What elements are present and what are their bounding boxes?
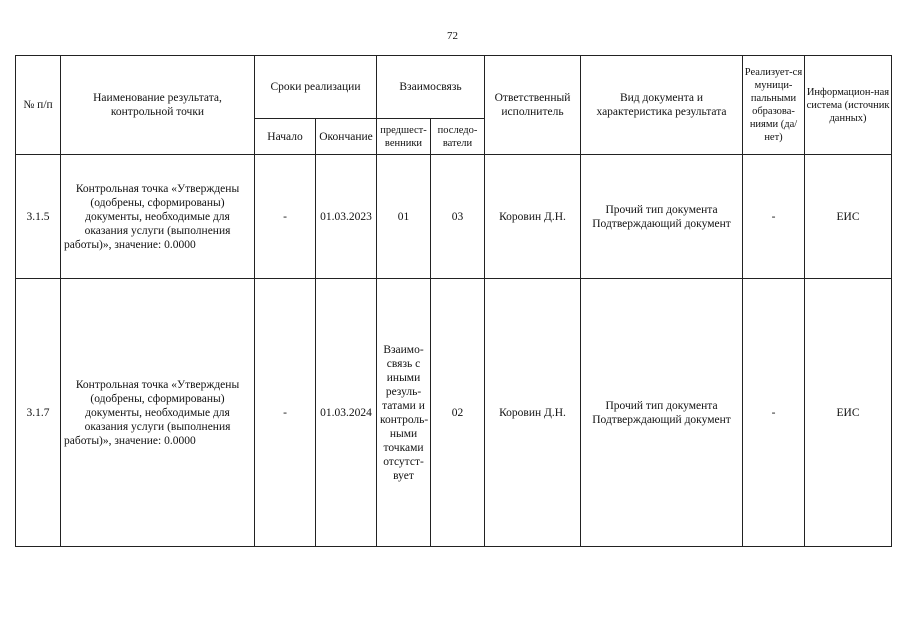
cell-end: 01.03.2024 bbox=[316, 279, 377, 547]
cell-predecessors: 01 bbox=[377, 155, 431, 279]
cell-info-system: ЕИС bbox=[805, 155, 892, 279]
cell-info-system: ЕИС bbox=[805, 279, 892, 547]
page-number: 72 bbox=[447, 30, 458, 42]
cell-municipal: - bbox=[743, 155, 805, 279]
cell-doc-type: Прочий тип документа Подтверждающий документ bbox=[581, 155, 743, 279]
header-successors: последо-ватели bbox=[431, 119, 485, 155]
cell-num: 3.1.5 bbox=[16, 155, 61, 279]
cell-name: Контрольная точка «Утверждены (одобрены, сформированы) документы, необходимые для оказания услуги (выполнения работы)», значение: 0.0000 bbox=[61, 279, 255, 547]
header-relation: Взаимосвязь bbox=[377, 56, 485, 119]
cell-successors: 02 bbox=[431, 279, 485, 547]
cell-responsible: Коровин Д.Н. bbox=[485, 279, 581, 547]
header-info-system: Информацион-ная система (источник данных) bbox=[805, 56, 892, 155]
header-end: Окончание bbox=[316, 119, 377, 155]
header-municipal: Реализует-ся муници-пальными образова-ниями (да/нет) bbox=[743, 56, 805, 155]
cell-num: 3.1.7 bbox=[16, 279, 61, 547]
cell-predecessors: Взаимо-связь с иными резуль-татами и контроль-ными точками отсутст-вует bbox=[377, 279, 431, 547]
header-terms: Сроки реализации bbox=[255, 56, 377, 119]
table-row bbox=[16, 155, 892, 279]
cell-start: - bbox=[255, 155, 316, 279]
cell-successors: 03 bbox=[431, 155, 485, 279]
plan-table bbox=[15, 55, 892, 547]
cell-doc-type: Прочий тип документа Подтверждающий документ bbox=[581, 279, 743, 547]
header-num: № п/п bbox=[16, 56, 61, 155]
header-predecessors: предшест-венники bbox=[377, 119, 431, 155]
cell-responsible: Коровин Д.Н. bbox=[485, 155, 581, 279]
cell-start: - bbox=[255, 279, 316, 547]
cell-municipal: - bbox=[743, 279, 805, 547]
header-start: Начало bbox=[255, 119, 316, 155]
cell-name: Контрольная точка «Утверждены (одобрены, сформированы) документы, необходимые для оказания услуги (выполнения работы)», значение: 0.0000 bbox=[61, 155, 255, 279]
cell-end: 01.03.2023 bbox=[316, 155, 377, 279]
header-responsible: Ответственный исполнитель bbox=[485, 56, 581, 155]
header-doc-type: Вид документа и характеристика результата bbox=[581, 56, 743, 155]
header-name: Наименование результата, контрольной точки bbox=[61, 56, 255, 155]
table-row bbox=[16, 279, 892, 547]
